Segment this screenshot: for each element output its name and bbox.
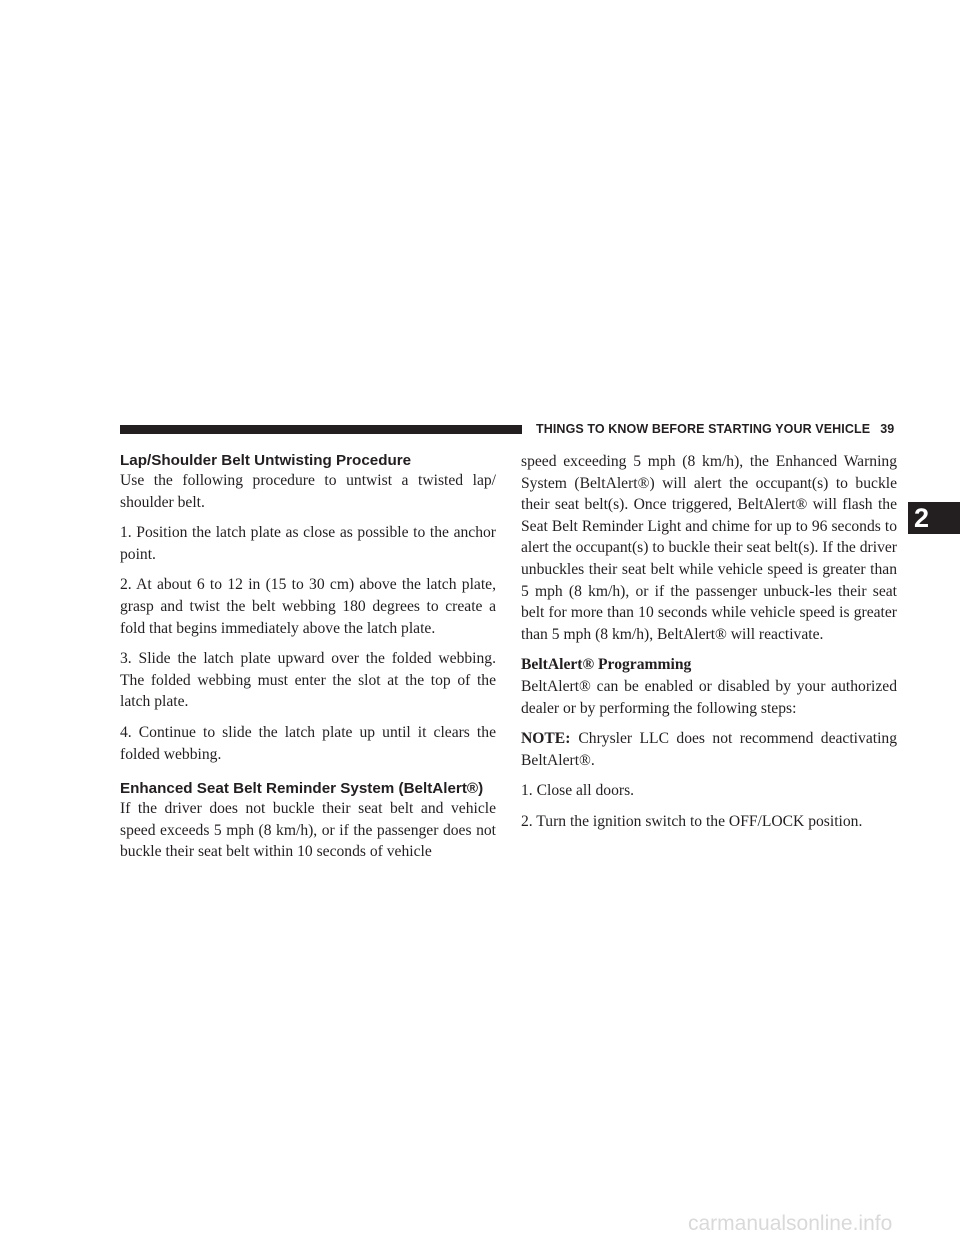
subheading-programming: BeltAlert® Programming [521,656,692,674]
programming-paragraph: BeltAlert® can be enabled or disabled by your authorized dealer or by performing the following steps: [521,677,897,717]
header-rule [120,425,522,434]
header-title: THINGS TO KNOW BEFORE STARTING YOUR VEHICLE [536,422,871,436]
step-1: 1. Position the latch plate as close as possible to the anchor point. [120,524,496,563]
beltalert-paragraph-start: If the driver does not buckle their seat belt and vehicle speed exceeds 5 mph (8 km/h), or if the passenger does not buckle their seat belt within 10 seconds of vehicle [120,800,496,861]
chapter-tab: 2 [908,502,960,534]
page-number: 39 [880,422,895,436]
note-text: Chrysler LLC does not recommend deactivating BeltAlert®. [521,730,897,769]
running-header [536,422,894,436]
left-column [120,450,496,863]
step-2: 2. At about 6 to 12 in (15 to 30 cm) above the latch plate, grasp and twist the belt webbing 180 degrees to create a fold that begins immediately above the latch plate. [120,576,496,637]
section-heading-beltalert: Enhanced Seat Belt Reminder System (BeltAlert®) [120,780,484,798]
right-column [521,451,897,842]
step-4: 4. Continue to slide the latch plate up until it clears the folded webbing. [120,723,496,763]
watermark: carmanualsonline.info [688,1212,893,1235]
note-label: NOTE: [521,730,571,748]
step-3: 3. Slide the latch plate upward over the folded webbing. The folded webbing must enter the slot at the top of the latch plate. [120,650,496,711]
section-heading-untwisting: Lap/Shoulder Belt Untwisting Procedure [120,452,412,469]
prog-step-2: 2. Turn the ignition switch to the OFF/LOCK position. [521,812,863,830]
prog-step-1: 1. Close all doors. [521,782,635,800]
beltalert-paragraph-cont: speed exceeding 5 mph (8 km/h), the Enhanced Warning System (BeltAlert®) will alert the occupant(s) to buckle their seat belt(s). Once triggered, BeltAlert® will flash the Seat Belt Reminder Light and chime for up to 96 seconds to alert the occupant(s) to buckle their seat belt(s). If the driver unbuckles their seat belt while vehicle speed is greater than 5 mph (8 km/h), or if the passenger unbuck-les their seat belt for more than 10 seconds while vehicle speed is greater than 5 mph (8 km/h), BeltAlert® will reactivate. [521,453,897,643]
intro-paragraph: Use the following procedure to untwist a twisted lap/ shoulder belt. [120,472,496,511]
note-paragraph [521,728,897,771]
